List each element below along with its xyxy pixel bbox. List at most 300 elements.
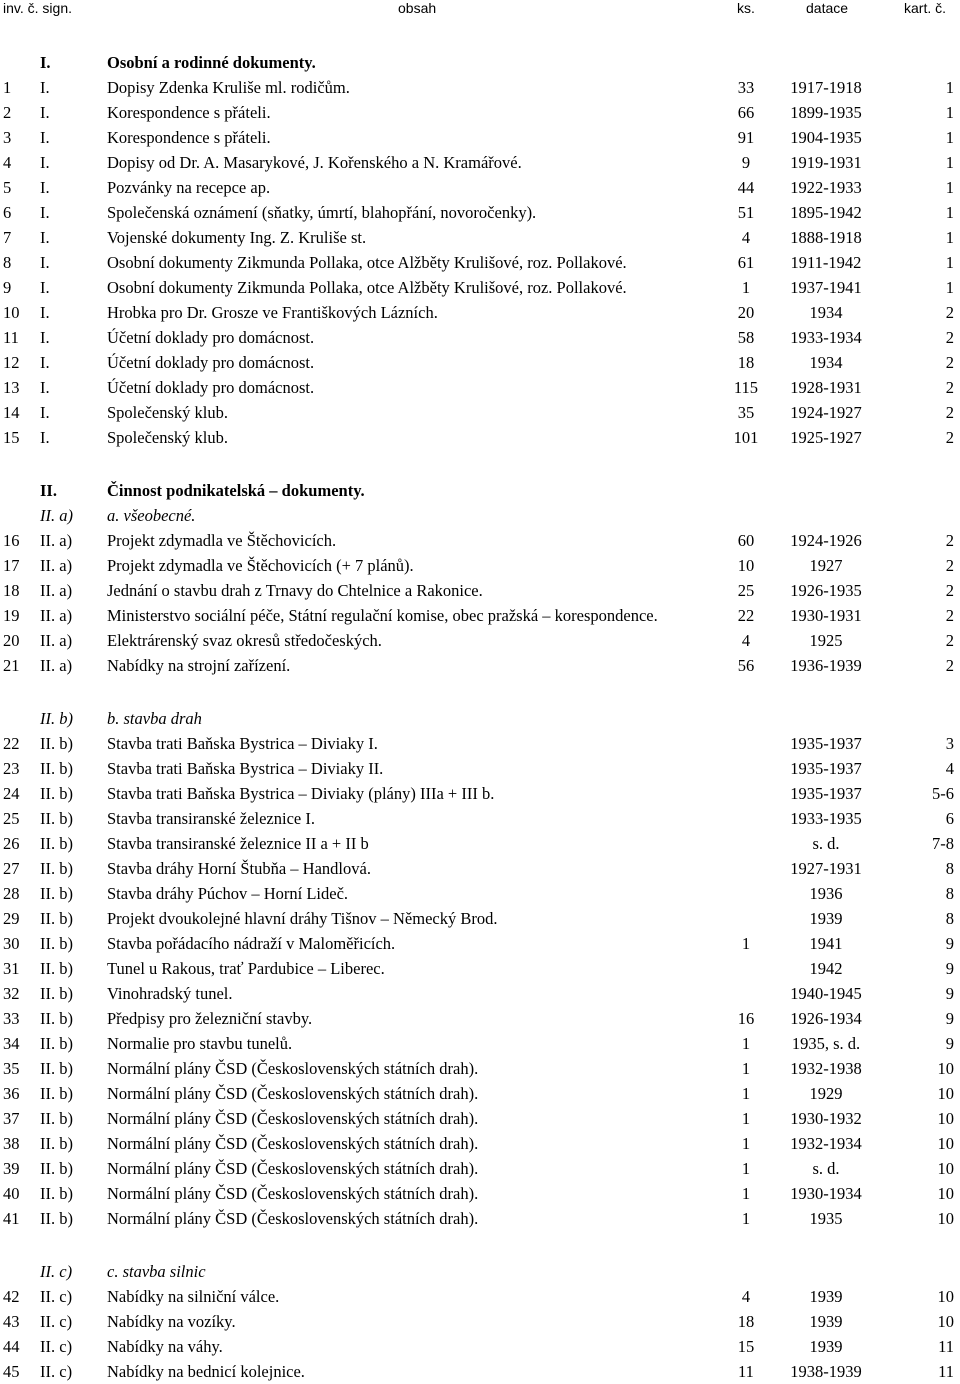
pieces-count: 51 [737,203,755,222]
subsection-heading [0,1259,960,1284]
date-range: 1930-1932 [790,1109,862,1128]
content: Stavba transiranské železnice II a + II b [107,834,369,853]
inv-number: 26 [3,834,20,853]
box-number: 10 [937,1059,954,1078]
inv-number: 2 [3,103,12,122]
signature: II. c) [40,1362,73,1381]
date-range: 1926-1934 [790,1009,862,1028]
inv-number: 3 [3,128,12,147]
inventory-row [0,250,960,275]
date-range: 1933-1934 [790,328,862,347]
signature: II. b) [40,809,73,828]
box-number: 11 [938,1362,954,1381]
signature: II. b) [40,1109,73,1128]
signature: I. [40,128,50,147]
inv-number: 35 [3,1059,20,1078]
date-range: 1941 [809,934,843,953]
content: Projekt zdymadla ve Štěchovicích. [107,531,337,550]
box-number: 1 [945,103,954,122]
inventory-row [0,1181,960,1206]
inventory-list [0,50,960,1384]
box-number: 2 [945,631,954,650]
box-number: 9 [945,934,954,953]
inv-number: 15 [3,428,20,447]
content: Předpisy pro železniční stavby. [107,1009,313,1028]
date-range: 1933-1935 [790,809,862,828]
box-number: 2 [945,378,954,397]
signature: I. [40,78,50,97]
inv-number: 17 [3,556,20,575]
box-number: 10 [937,1312,954,1331]
content: Společenský klub. [107,428,228,447]
section-sign: I. [40,53,51,72]
inventory-row [0,628,960,653]
content: Normální plány ČSD (Československých státních drah). [107,1134,479,1153]
signature: I. [40,428,50,447]
pieces-count: 44 [737,178,755,197]
inv-number: 41 [3,1209,20,1228]
content: Normální plány ČSD (Československých státních drah). [107,1059,479,1078]
pieces-count: 101 [733,428,759,447]
inventory-row [0,956,960,981]
date-range: s. d. [812,834,840,853]
signature: II. c) [40,1337,73,1356]
content: Nabídky na váhy. [107,1337,223,1356]
signature: I. [40,178,50,197]
signature: II. c) [40,1312,73,1331]
subsection-title: c. stavba silnic [107,1262,206,1281]
inv-number: 29 [3,909,20,928]
content: Stavba trati Baňska Bystrica – Diviaky (plány) IIIa + III b. [107,784,495,803]
box-number: 2 [945,531,954,550]
inventory-row [0,781,960,806]
signature: I. [40,303,50,322]
pieces-count: 1 [741,278,751,297]
inventory-row [0,400,960,425]
box-number: 2 [945,581,954,600]
signature: II. b) [40,1059,73,1078]
date-range: 1927 [809,556,843,575]
inv-number: 20 [3,631,20,650]
date-range: 1939 [809,1287,843,1306]
date-range: 1925 [809,631,843,650]
content: Ministerstvo sociální péče, Státní regulační komise, obec pražská – korespondence. [107,606,658,625]
header-inv-sign: inv. č. sign. [3,0,72,16]
inv-number: 39 [3,1159,20,1178]
inventory-row [0,125,960,150]
box-number: 10 [937,1287,954,1306]
inv-number: 11 [3,328,19,347]
box-number: 5-6 [932,784,954,803]
inv-number: 5 [3,178,12,197]
signature: I. [40,203,50,222]
pieces-count: 10 [737,556,755,575]
inv-number: 13 [3,378,20,397]
content: Normální plány ČSD (Československých státních drah). [107,1184,479,1203]
inv-number: 10 [3,303,20,322]
date-range: 1932-1934 [790,1134,862,1153]
date-range: 1922-1933 [790,178,862,197]
content: Projekt dvoukolejné hlavní dráhy Tišnov – Německý Brod. [107,909,498,928]
pieces-count: 1 [741,1034,751,1053]
signature: I. [40,353,50,372]
content: Stavba trati Baňska Bystrica – Diviaky II. [107,759,384,778]
box-number: 7-8 [932,834,954,853]
box-number: 10 [937,1184,954,1203]
content: Korespondence s přáteli. [107,128,271,147]
content: Účetní doklady pro domácnost. [107,353,315,372]
signature: II. b) [40,934,73,953]
date-range: 1935-1937 [790,759,862,778]
header-obsah: obsah [398,0,437,16]
content: Elektrárenský svaz okresů středočeských. [107,631,382,650]
content: Dopisy od Dr. A. Masarykové, J. Kořenského a N. Kramářové. [107,153,522,172]
box-number: 2 [945,656,954,675]
content: Nabídky na strojní zařízení. [107,656,291,675]
date-range: 1936 [809,884,843,903]
inv-number: 27 [3,859,20,878]
pieces-count: 91 [737,128,755,147]
content: Osobní dokumenty Zikmunda Pollaka, otce Alžběty Krulišové, roz. Pollakové. [107,278,627,297]
pieces-count: 4 [741,228,751,247]
date-range: 1930-1931 [790,606,862,625]
section-title: Činnost podnikatelská – dokumenty. [107,481,365,500]
inventory-row [0,756,960,781]
inventory-row [0,1156,960,1181]
box-number: 2 [945,556,954,575]
header-kart: kart. č. [904,0,947,16]
box-number: 8 [945,909,954,928]
inventory-row [0,831,960,856]
inv-number: 30 [3,934,20,953]
signature: II. b) [40,1159,73,1178]
inv-number: 28 [3,884,20,903]
content: Pozvánky na recepce ap. [107,178,271,197]
inventory-row [0,981,960,1006]
blank-row [0,678,960,706]
box-number: 9 [945,984,954,1003]
box-number: 10 [937,1134,954,1153]
date-range: s. d. [812,1159,840,1178]
inv-number: 40 [3,1184,20,1203]
subsection-sign: II. b) [40,709,73,728]
content: Osobní dokumenty Zikmunda Pollaka, otce Alžběty Krulišové, roz. Pollakové. [107,253,627,272]
inv-number: 4 [3,153,12,172]
inventory-row [0,931,960,956]
inventory-row [0,553,960,578]
pieces-count: 22 [737,606,755,625]
inventory-row [0,603,960,628]
content: Stavba transiranské železnice I. [107,809,315,828]
pieces-count: 1 [741,1109,751,1128]
pieces-count: 66 [737,103,755,122]
inventory-row [0,425,960,450]
content: Nabídky na silniční válce. [107,1287,280,1306]
section-sign: II. [40,481,57,500]
pieces-count: 61 [737,253,755,272]
date-range: 1899-1935 [790,103,862,122]
signature: II. b) [40,1209,73,1228]
date-range: 1911-1942 [790,253,862,272]
signature: II. c) [40,1287,73,1306]
box-number: 1 [945,153,954,172]
inventory-row [0,275,960,300]
content: Společenský klub. [107,403,228,422]
inventory-row [0,325,960,350]
content: Normalie pro stavbu tunelů. [107,1034,293,1053]
pieces-count: 4 [741,631,751,650]
pieces-count: 1 [741,1084,751,1103]
inv-number: 31 [3,959,20,978]
subsection-title: b. stavba drah [107,709,202,728]
box-number: 10 [937,1159,954,1178]
signature: I. [40,228,50,247]
date-range: 1888-1918 [790,228,862,247]
pieces-count: 35 [737,403,755,422]
subsection-title: a. všeobecné. [107,506,196,525]
date-range: 1940-1945 [790,984,862,1003]
pieces-count: 1 [741,1159,751,1178]
content: Vinohradský tunel. [107,984,233,1003]
content: Normální plány ČSD (Československých státních drah). [107,1159,479,1178]
column-header [0,0,960,22]
content: Nabídky na bednicí kolejnice. [107,1362,305,1381]
content: Korespondence s přáteli. [107,103,271,122]
inventory-row [0,578,960,603]
content: Účetní doklady pro domácnost. [107,378,315,397]
pieces-count: 115 [733,378,759,397]
signature: II. b) [40,884,73,903]
header-datace: datace [806,0,849,16]
box-number: 10 [937,1084,954,1103]
box-number: 2 [945,606,954,625]
inv-number: 9 [3,278,12,297]
inventory-row [0,1131,960,1156]
inventory-row [0,906,960,931]
content: Dopisy Zdenka Kruliše ml. rodičům. [107,78,350,97]
pieces-count: 15 [737,1337,755,1356]
signature: II. b) [40,984,73,1003]
inv-number: 34 [3,1034,20,1053]
signature: II. b) [40,784,73,803]
pieces-count: 25 [737,581,755,600]
date-range: 1939 [809,1337,843,1356]
pieces-count: 58 [737,328,755,347]
subsection-sign: II. a) [40,506,73,525]
pieces-count: 18 [737,353,755,372]
signature: I. [40,378,50,397]
inventory-row [0,1359,960,1384]
date-range: 1919-1931 [790,153,862,172]
inventory-row [0,1006,960,1031]
section-heading [0,478,960,503]
box-number: 11 [938,1337,954,1356]
date-range: 1934 [809,303,843,322]
inventory-row [0,731,960,756]
signature: II. b) [40,1084,73,1103]
inventory-row [0,350,960,375]
inv-number: 45 [3,1362,20,1381]
content: Hrobka pro Dr. Grosze ve Františkových Lázních. [107,303,438,322]
date-range: 1935, s. d. [791,1034,861,1053]
inventory-row [0,1334,960,1359]
blank-row [0,450,960,478]
date-range: 1926-1935 [790,581,862,600]
signature: II. b) [40,734,73,753]
inventory-row [0,225,960,250]
date-range: 1924-1926 [790,531,862,550]
inv-number: 32 [3,984,20,1003]
inventory-row [0,653,960,678]
blank-row [0,1231,960,1259]
inventory-row [0,175,960,200]
box-number: 9 [945,1009,954,1028]
box-number: 4 [945,759,954,778]
inv-number: 22 [3,734,20,753]
box-number: 1 [945,278,954,297]
inventory-row [0,150,960,175]
signature: I. [40,403,50,422]
box-number: 2 [945,328,954,347]
inv-number: 19 [3,606,20,625]
inv-number: 6 [3,203,12,222]
signature: II. b) [40,909,73,928]
inv-number: 23 [3,759,20,778]
inventory-row [0,806,960,831]
signature: II. b) [40,859,73,878]
content: Společenská oznámení (sňatky, úmrtí, blahopřání, novoročenky). [107,203,537,222]
box-number: 8 [945,884,954,903]
content: Projekt zdymadla ve Štěchovicích (+ 7 plánů). [107,556,414,575]
header-ks: ks. [737,0,755,16]
pieces-count: 1 [741,1059,751,1078]
inv-number: 8 [3,253,12,272]
signature: II. a) [40,531,73,550]
pieces-count: 56 [737,656,755,675]
box-number: 1 [945,128,954,147]
signature: II. b) [40,834,73,853]
signature: II. a) [40,606,73,625]
inventory-row [0,300,960,325]
box-number: 6 [945,809,954,828]
subsection-heading [0,503,960,528]
box-number: 8 [945,859,954,878]
date-range: 1936-1939 [790,656,862,675]
inventory-row [0,100,960,125]
pieces-count: 1 [741,1209,751,1228]
box-number: 1 [945,228,954,247]
signature: I. [40,103,50,122]
content: Stavba dráhy Horní Štubňa – Handlová. [107,859,371,878]
box-number: 2 [945,403,954,422]
box-number: 1 [945,78,954,97]
signature: II. b) [40,959,73,978]
signature: II. a) [40,581,73,600]
signature: II. b) [40,1184,73,1203]
pieces-count: 1 [741,1134,751,1153]
date-range: 1934 [809,353,843,372]
pieces-count: 1 [741,934,751,953]
date-range: 1935 [809,1209,843,1228]
date-range: 1904-1935 [790,128,862,147]
box-number: 9 [945,1034,954,1053]
subsection-heading [0,706,960,731]
inventory-row [0,75,960,100]
date-range: 1924-1927 [790,403,862,422]
inventory-row [0,1106,960,1131]
date-range: 1938-1939 [790,1362,862,1381]
content: Stavba dráhy Púchov – Horní Lideč. [107,884,349,903]
content: Stavba pořádacího nádraží v Maloměřicích. [107,934,396,953]
signature: II. a) [40,656,73,675]
content: Tunel u Rakous, trať Pardubice – Liberec. [107,959,385,978]
signature: II. b) [40,759,73,778]
box-number: 10 [937,1209,954,1228]
content: Nabídky na vozíky. [107,1312,236,1331]
inv-number: 25 [3,809,20,828]
inventory-row [0,1081,960,1106]
signature: II. b) [40,1034,73,1053]
inventory-row [0,881,960,906]
pieces-count: 60 [737,531,755,550]
pieces-count: 1 [741,1184,751,1203]
box-number: 1 [945,253,954,272]
content: Jednání o stavbu drah z Trnavy do Chtelnice a Rakonice. [107,581,483,600]
box-number: 2 [945,353,954,372]
content: Normální plány ČSD (Československých státních drah). [107,1209,479,1228]
pieces-count: 16 [737,1009,755,1028]
inv-number: 42 [3,1287,20,1306]
box-number: 2 [945,428,954,447]
inv-number: 14 [3,403,20,422]
pieces-count: 9 [741,153,751,172]
inv-number: 37 [3,1109,20,1128]
inv-number: 21 [3,656,20,675]
inv-number: 1 [3,78,12,97]
box-number: 1 [945,178,954,197]
content: Stavba trati Baňska Bystrica – Diviaky I. [107,734,378,753]
box-number: 3 [945,734,954,753]
inv-number: 38 [3,1134,20,1153]
pieces-count: 11 [738,1362,754,1381]
inventory-row [0,1309,960,1334]
signature: I. [40,153,50,172]
date-range: 1942 [809,959,843,978]
signature: I. [40,328,50,347]
inv-number: 43 [3,1312,20,1331]
signature: II. b) [40,1009,73,1028]
box-number: 2 [945,303,954,322]
signature: I. [40,278,50,297]
inv-number: 36 [3,1084,20,1103]
inv-number: 44 [3,1337,20,1356]
signature: II. b) [40,1134,73,1153]
inventory-row [0,200,960,225]
inventory-row [0,1206,960,1231]
date-range: 1932-1938 [790,1059,862,1078]
content: Normální plány ČSD (Československých státních drah). [107,1084,479,1103]
inv-number: 33 [3,1009,20,1028]
box-number: 9 [945,959,954,978]
inventory-row [0,1284,960,1309]
inv-number: 24 [3,784,20,803]
inventory-row [0,1031,960,1056]
inv-number: 16 [3,531,20,550]
pieces-count: 18 [737,1312,755,1331]
date-range: 1917-1918 [790,78,862,97]
content: Normální plány ČSD (Československých státních drah). [107,1109,479,1128]
date-range: 1930-1934 [790,1184,862,1203]
